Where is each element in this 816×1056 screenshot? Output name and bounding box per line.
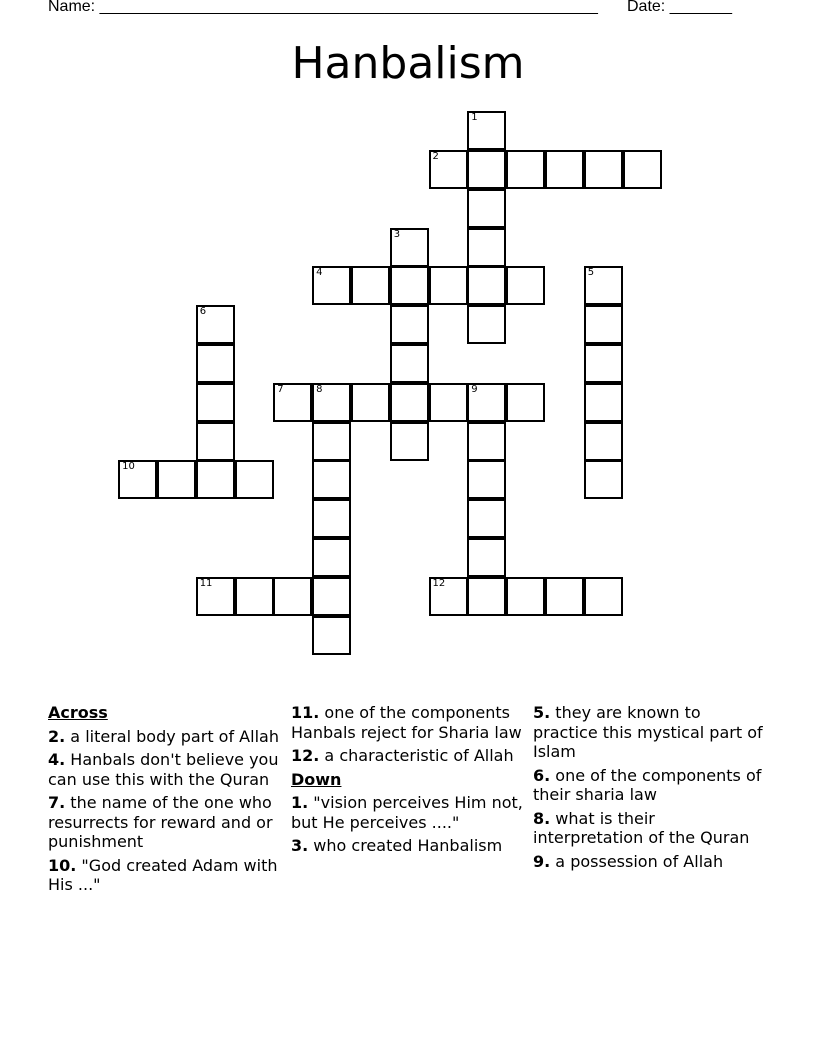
crossword-cell[interactable] — [429, 266, 468, 305]
clue-down-3 — [291, 836, 527, 856]
clue-text: a characteristic of Allah — [319, 746, 514, 765]
crossword-cell[interactable] — [467, 499, 506, 538]
clue-text: the name of the one who resurrects for reward and or punishment — [48, 793, 273, 851]
clue-number: 2. — [48, 726, 66, 746]
clue-number: 1. — [291, 793, 309, 812]
clue-text: who created Hanbalism — [308, 836, 503, 855]
clue-number: 12. — [291, 746, 320, 765]
cell-number: 8 — [316, 383, 323, 395]
crossword-cell[interactable] — [584, 150, 623, 189]
crossword-cell[interactable] — [584, 460, 623, 499]
cell-number: 12 — [432, 577, 446, 589]
crossword-cell[interactable] — [351, 266, 390, 305]
crossword-cell[interactable] — [312, 577, 351, 616]
clue-number: 5. — [533, 703, 551, 722]
crossword-cell[interactable] — [545, 577, 584, 616]
crossword-cell[interactable] — [467, 305, 506, 344]
cell-number: 6 — [199, 306, 207, 318]
crossword-cell[interactable] — [467, 422, 506, 461]
clue-text: "God created Adam with His ..." — [48, 855, 278, 894]
across-heading: Across — [48, 703, 108, 722]
crossword-cell[interactable] — [196, 383, 235, 422]
cell-number: 3 — [393, 228, 401, 240]
clue-text: one of the components of their sharia law — [533, 765, 762, 804]
crossword-cell-6[interactable] — [196, 305, 235, 344]
clue-across-11 — [291, 703, 527, 742]
clues-column-3 — [533, 703, 769, 875]
crossword-cell[interactable] — [467, 577, 506, 616]
clue-across-4 — [48, 750, 284, 789]
clue-down-1 — [291, 793, 527, 832]
crossword-cell-8[interactable] — [312, 383, 351, 422]
crossword-cell-11[interactable] — [196, 577, 235, 616]
crossword-cell[interactable] — [467, 266, 506, 305]
clue-text: "vision perceives Him not, but He perceives ...." — [291, 793, 523, 832]
crossword-cell[interactable] — [623, 150, 662, 189]
crossword-cell[interactable] — [312, 460, 351, 499]
crossword-cell[interactable] — [429, 383, 468, 422]
clue-across-7 — [48, 793, 284, 852]
crossword-cell[interactable] — [312, 499, 351, 538]
crossword-cell[interactable] — [196, 460, 235, 499]
crossword-cell[interactable] — [273, 577, 312, 616]
clue-down-9 — [533, 852, 769, 872]
crossword-cell[interactable] — [467, 460, 506, 499]
crossword-cell-1[interactable] — [467, 111, 506, 150]
crossword-cell[interactable] — [506, 150, 545, 189]
clue-down-6 — [533, 766, 769, 805]
crossword-cell[interactable] — [390, 266, 429, 305]
crossword-cell[interactable] — [584, 577, 623, 616]
crossword-cell[interactable] — [390, 344, 429, 383]
clue-number: 6. — [533, 765, 551, 785]
cell-number: 2 — [432, 150, 439, 162]
crossword-cell[interactable] — [196, 344, 235, 383]
crossword-cell[interactable] — [584, 383, 623, 422]
name-field-label[interactable]: Name: ________________________________________________________ — [48, 0, 598, 15]
crossword-cell[interactable] — [235, 577, 274, 616]
clue-down-8 — [533, 809, 769, 848]
crossword-cell-10[interactable] — [118, 460, 157, 499]
cell-number: 5 — [587, 267, 595, 279]
crossword-cell-7[interactable] — [273, 383, 312, 422]
cell-number: 9 — [471, 383, 478, 395]
date-field-label[interactable]: Date: _______ — [627, 0, 732, 15]
crossword-cell[interactable] — [584, 344, 623, 383]
cell-number: 4 — [316, 267, 323, 279]
clue-across-10 — [48, 856, 284, 895]
crossword-cell[interactable] — [312, 422, 351, 461]
clue-text: they are known to practice this mystical part of Islam — [533, 703, 763, 761]
crossword-cell[interactable] — [351, 383, 390, 422]
clue-number: 11. — [291, 703, 320, 722]
clue-text: what is their interpretation of the Quran — [533, 808, 750, 847]
crossword-cell[interactable] — [390, 383, 429, 422]
cell-number: 10 — [122, 461, 135, 473]
clue-number: 7. — [48, 793, 66, 812]
cell-number: 1 — [471, 112, 478, 124]
crossword-cell[interactable] — [506, 383, 545, 422]
cell-number: 7 — [277, 383, 284, 395]
crossword-cell-4[interactable] — [312, 266, 351, 305]
clue-number: 9. — [533, 851, 551, 871]
clue-down-5 — [533, 703, 769, 762]
crossword-cell[interactable] — [390, 422, 429, 461]
crossword-cell[interactable] — [467, 189, 506, 228]
crossword-cell-2[interactable] — [429, 150, 468, 189]
crossword-cell-12[interactable] — [429, 577, 468, 616]
crossword-cell-5[interactable] — [584, 266, 623, 305]
crossword-cell[interactable] — [196, 422, 235, 461]
down-heading: Down — [291, 769, 342, 789]
clue-across-2 — [48, 727, 284, 747]
page-title: Hanbalism — [291, 38, 525, 89]
crossword-cell[interactable] — [584, 422, 623, 461]
clue-number: 8. — [533, 808, 551, 828]
crossword-cell[interactable] — [390, 305, 429, 344]
clue-text: a literal body part of Allah — [65, 726, 279, 746]
clue-text: one of the components Hanbals reject for Sharia law — [291, 703, 522, 742]
crossword-cell[interactable] — [467, 150, 506, 189]
clues-column-1 — [48, 703, 284, 899]
clue-text: a possession of Allah — [550, 851, 724, 871]
clue-text: Hanbals don't believe you can use this with the Quran — [48, 750, 279, 789]
crossword-cell[interactable] — [506, 266, 545, 305]
crossword-cell-9[interactable] — [467, 383, 506, 422]
crossword-cell[interactable] — [545, 150, 584, 189]
cell-number: 11 — [199, 577, 213, 589]
clue-across-12 — [291, 746, 527, 766]
clues-column-2 — [291, 703, 527, 860]
crossword-cell[interactable] — [584, 305, 623, 344]
crossword-cell[interactable] — [235, 460, 274, 499]
crossword-cell[interactable] — [157, 460, 196, 499]
crossword-cell[interactable] — [312, 538, 351, 577]
clue-number: 4. — [48, 750, 66, 769]
crossword-cell[interactable] — [467, 538, 506, 577]
crossword-cell-3[interactable] — [390, 228, 429, 267]
crossword-cell[interactable] — [312, 616, 351, 655]
clue-number: 10. — [48, 855, 77, 875]
clue-number: 3. — [291, 836, 309, 855]
crossword-cell[interactable] — [506, 577, 545, 616]
crossword-cell[interactable] — [467, 228, 506, 267]
